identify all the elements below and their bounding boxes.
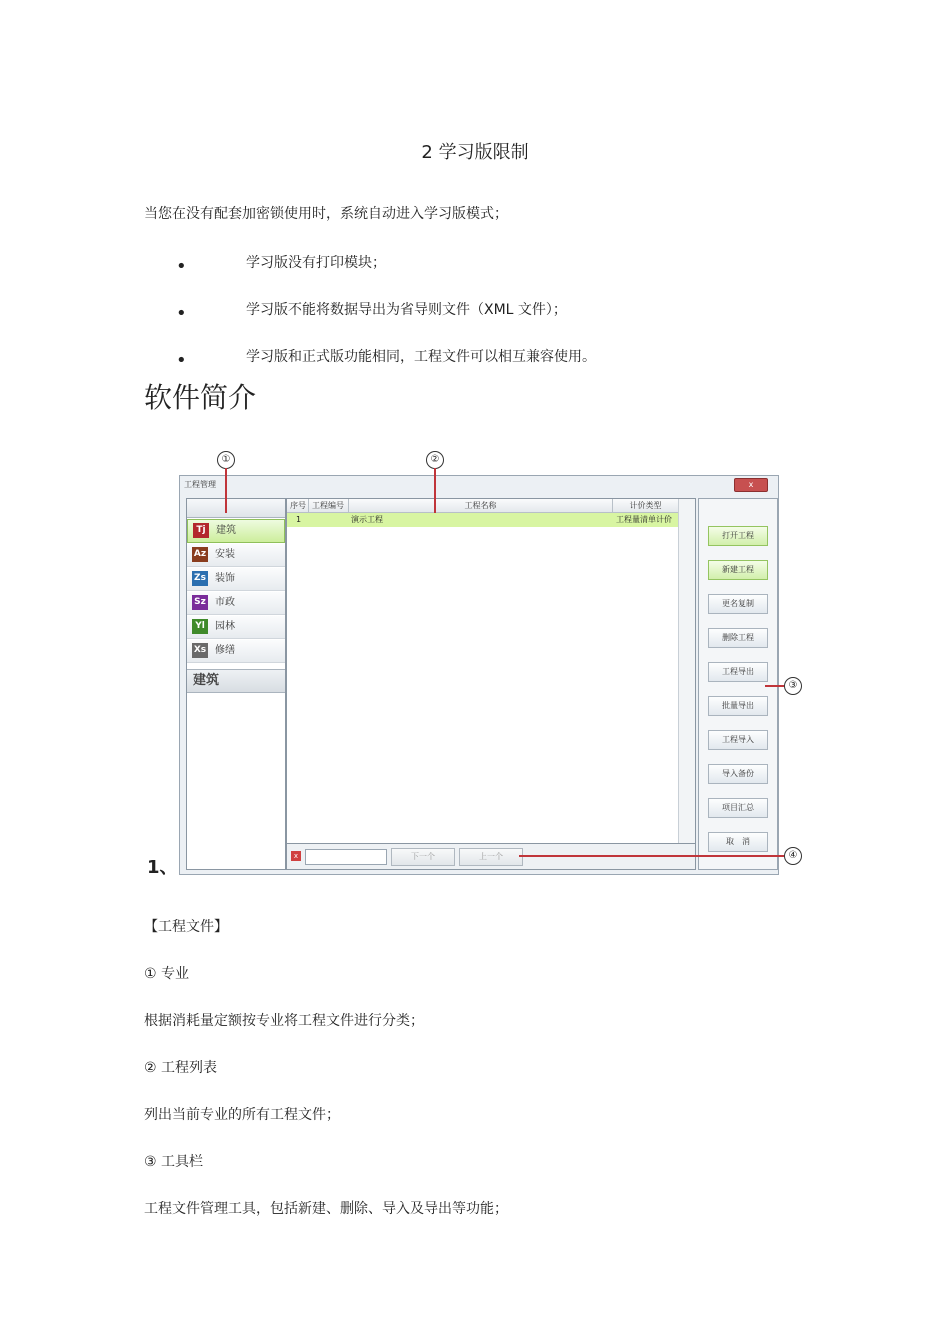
callout-line [765, 685, 784, 687]
previous-button[interactable]: 上一个 [459, 848, 523, 866]
specialty-item-yuanlin[interactable] [187, 616, 285, 639]
list-scrollbar[interactable] [678, 499, 695, 843]
rename-copy-button[interactable]: 更名复制 [708, 594, 768, 614]
column-header-code[interactable]: 工程编号 [309, 499, 349, 513]
import-project-button[interactable]: 工程导入 [708, 730, 768, 750]
bullet-dot: • [176, 256, 187, 277]
project-list [286, 498, 696, 844]
specialty-icon: Az [192, 547, 208, 562]
specialty-item-xiushan[interactable] [187, 640, 285, 663]
open-project-button[interactable]: 打开工程 [708, 526, 768, 546]
column-header-name[interactable]: 工程名称 [349, 499, 613, 513]
callout-1: ① [217, 451, 235, 469]
legend-item-desc: 工程文件管理工具，包括新建、删除、导入及导出等功能； [144, 1201, 508, 1217]
specialty-item-jianzhu[interactable] [187, 519, 285, 543]
specialty-icon: Tj [193, 523, 209, 538]
export-project-button[interactable]: 工程导出 [708, 662, 768, 682]
specialty-item-shizheng[interactable] [187, 592, 285, 615]
cell-name: 演示工程 [351, 515, 383, 524]
window-title: 工程管理 [184, 480, 216, 489]
software-screenshot [177, 451, 804, 876]
legend-item-label: ② 工程列表 [144, 1060, 218, 1076]
specialty-label: 园林 [215, 621, 235, 632]
specialty-panel [186, 498, 286, 870]
close-button[interactable]: x [734, 478, 768, 492]
clear-icon[interactable]: x [291, 851, 301, 861]
specialty-label: 安装 [215, 549, 235, 560]
search-bar [286, 844, 696, 870]
specialty-panel-header [187, 499, 285, 518]
legend-item-label: ③ 工具栏 [144, 1154, 204, 1170]
specialty-icon: Zs [192, 571, 208, 586]
legend-heading: 【工程文件】 [144, 919, 228, 935]
section-title-intro: 软件简介 [144, 381, 257, 414]
bullet-item: 学习版和正式版功能相同，工程文件可以相互兼容使用。 [246, 349, 596, 365]
new-project-button[interactable]: 新建工程 [708, 560, 768, 580]
table-row[interactable] [287, 513, 679, 527]
column-header-index[interactable]: 序号 [287, 499, 309, 513]
delete-project-button[interactable]: 删除工程 [708, 628, 768, 648]
specialty-label: 建筑 [216, 525, 236, 536]
cancel-button[interactable]: 取 消 [708, 832, 768, 852]
figure-number: 1、 [147, 857, 178, 878]
specialty-item-zhuangshi[interactable] [187, 568, 285, 591]
specialty-label: 修缮 [215, 645, 235, 656]
callout-4: ④ [784, 847, 802, 865]
specialty-item-anzhuang[interactable] [187, 544, 285, 567]
specialty-label: 市政 [215, 597, 235, 608]
callout-2: ② [426, 451, 444, 469]
intro-paragraph: 当您在没有配套加密锁使用时，系统自动进入学习版模式； [144, 206, 508, 222]
callout-3: ③ [784, 677, 802, 695]
bullet-item: 学习版不能将数据导出为省导则文件（XML 文件）； [246, 302, 567, 318]
specialty-icon: Yl [192, 619, 208, 634]
bullet-item: 学习版没有打印模块； [246, 255, 386, 271]
specialty-icon: Sz [192, 595, 208, 610]
callout-line [225, 468, 227, 513]
batch-export-button[interactable]: 批量导出 [708, 696, 768, 716]
cell-pricing: 工程量清单计价 [616, 515, 672, 524]
column-header-pricing[interactable]: 计价类型 [613, 499, 679, 513]
legend-item-desc: 根据消耗量定额按专业将工程文件进行分类； [144, 1013, 424, 1029]
import-backup-button[interactable]: 导入备份 [708, 764, 768, 784]
legend-item-label: ① 专业 [144, 966, 190, 982]
current-specialty-label: 建筑 [187, 669, 285, 693]
project-summary-button[interactable]: 项目汇总 [708, 798, 768, 818]
search-input[interactable] [305, 849, 387, 865]
cell-index: 1 [296, 515, 302, 524]
callout-line [519, 855, 784, 857]
toolbar [698, 498, 778, 870]
section-title-limit: 2 学习版限制 [421, 142, 529, 163]
callout-line [434, 468, 436, 513]
project-manager-window [179, 475, 779, 875]
specialty-label: 装饰 [215, 573, 235, 584]
legend-item-desc: 列出当前专业的所有工程文件； [144, 1107, 340, 1123]
bullet-dot: • [176, 350, 187, 371]
bullet-dot: • [176, 303, 187, 324]
specialty-icon: Xs [192, 643, 208, 658]
next-button[interactable]: 下一个 [391, 848, 455, 866]
